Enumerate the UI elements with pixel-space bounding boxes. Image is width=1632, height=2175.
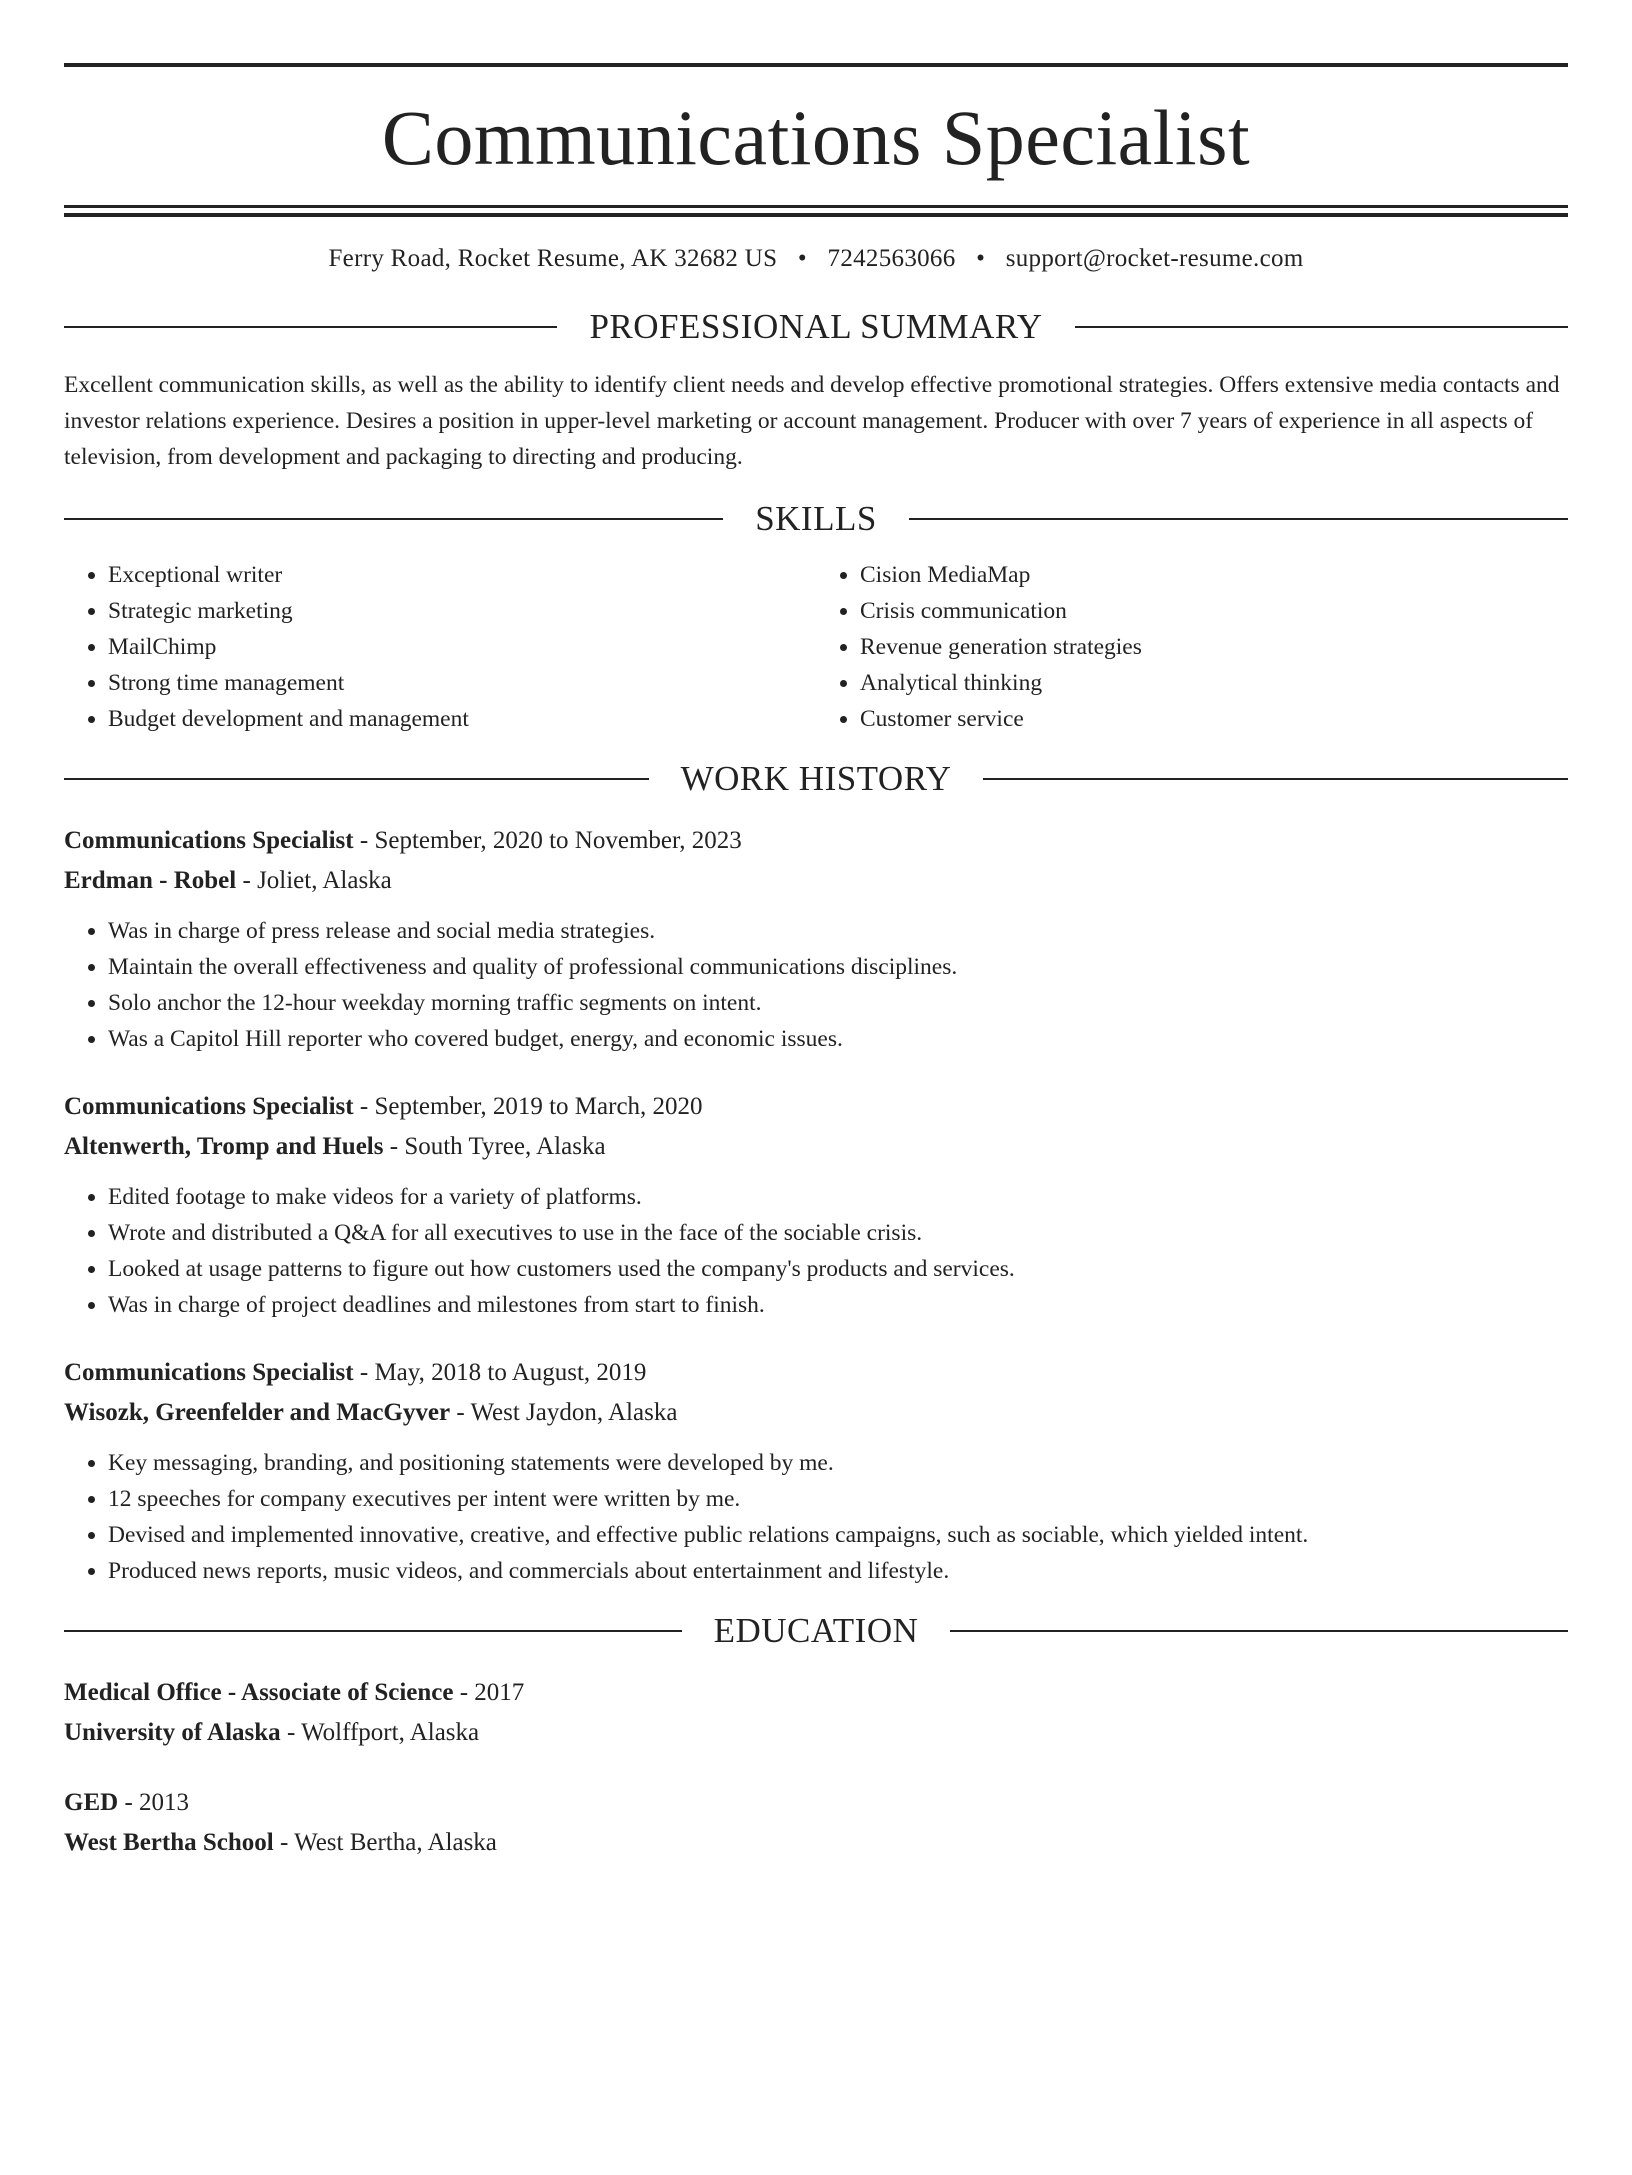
job-title-line: Communications Specialist - May, 2018 to August, 2019	[64, 1359, 647, 1386]
edu-degree-line: GED - 2013	[64, 1789, 190, 1816]
title-double-rule	[64, 205, 1568, 217]
edu-location: West Bertha, Alaska	[294, 1829, 497, 1856]
edu-degree: Medical Office - Associate of Science	[64, 1679, 454, 1706]
contact-line	[64, 245, 1568, 273]
skill-item: • MailChimp	[108, 629, 816, 665]
summary-heading-title: PROFESSIONAL SUMMARY	[589, 307, 1043, 346]
job-location: South Tyree, Alaska	[404, 1133, 606, 1160]
work-heading	[64, 759, 1568, 799]
job-title: Communications Specialist	[64, 827, 354, 854]
job-bullets	[64, 1445, 1568, 1589]
heading-rule-right	[909, 518, 1568, 520]
job-bullet: • Produced news reports, music videos, and commercials about entertainment and lifestyle.	[108, 1553, 1568, 1589]
work-entry	[64, 1353, 1568, 1589]
job-bullet: • Edited footage to make videos for a variety of platforms.	[108, 1179, 1568, 1215]
job-bullets	[64, 913, 1568, 1057]
job-bullet: • Was in charge of press release and social media strategies.	[108, 913, 1568, 949]
job-company: Wisozk, Greenfelder and MacGyver	[64, 1399, 451, 1426]
job-company-line: Wisozk, Greenfelder and MacGyver - West Jaydon, Alaska	[64, 1399, 678, 1426]
contact-address: Ferry Road, Rocket Resume, AK 32682 US	[328, 245, 778, 272]
resume-title: Communications Specialist	[381, 94, 1251, 181]
job-bullet: • Was a Capitol Hill reporter who covered budget, energy, and economic issues.	[108, 1021, 1568, 1057]
edu-year: 2017	[474, 1679, 525, 1706]
education-entry	[64, 1783, 1568, 1863]
heading-rule-right	[1075, 326, 1568, 328]
job-dates: September, 2019 to March, 2020	[374, 1093, 703, 1120]
skill-item: • Analytical thinking	[860, 665, 1568, 701]
contact-email: support@rocket-resume.com	[1005, 245, 1304, 272]
job-company: Altenwerth, Tromp and Huels	[64, 1133, 384, 1160]
job-bullet: • 12 speeches for company executives per intent were written by me.	[108, 1481, 1568, 1517]
job-bullet: • Was in charge of project deadlines and milestones from start to finish.	[108, 1287, 1568, 1323]
edu-year: 2013	[139, 1789, 190, 1816]
education-heading	[64, 1611, 1568, 1651]
skills-heading	[64, 499, 1568, 539]
skill-item: • Exceptional writer	[108, 557, 816, 593]
skill-item: • Budget development and management	[108, 701, 816, 737]
job-bullet: • Key messaging, branding, and positioning statements were developed by me.	[108, 1445, 1568, 1481]
work-entry	[64, 1087, 1568, 1323]
job-title: Communications Specialist	[64, 1359, 354, 1386]
skill-item: • Strong time management	[108, 665, 816, 701]
summary-heading	[64, 307, 1568, 347]
job-bullet: • Solo anchor the 12-hour weekday morning traffic segments on intent.	[108, 985, 1568, 1021]
skills-list	[64, 557, 1568, 737]
edu-school-line: West Bertha School - West Bertha, Alaska	[64, 1829, 497, 1856]
heading-rule-left	[64, 518, 723, 520]
job-dates: May, 2018 to August, 2019	[374, 1359, 647, 1386]
heading-rule-left	[64, 778, 649, 780]
skills-column-left	[64, 557, 816, 737]
job-title-line: Communications Specialist - September, 2020 to November, 2023	[64, 827, 742, 854]
skill-item: • Customer service	[860, 701, 1568, 737]
job-company: Erdman - Robel	[64, 867, 237, 894]
edu-school: West Bertha School	[64, 1829, 274, 1856]
heading-rule-right	[950, 1630, 1568, 1632]
work-entry	[64, 821, 1568, 1057]
heading-rule-left	[64, 326, 557, 328]
heading-rule-right	[983, 778, 1568, 780]
contact-phone: 7242563066	[827, 245, 956, 272]
work-heading-title: WORK HISTORY	[680, 759, 952, 798]
job-dates: September, 2020 to November, 2023	[374, 827, 742, 854]
job-company-line: Erdman - Robel - Joliet, Alaska	[64, 867, 392, 894]
job-title: Communications Specialist	[64, 1093, 354, 1120]
contact-separator: •	[797, 245, 807, 272]
skill-item: • Revenue generation strategies	[860, 629, 1568, 665]
contact-separator: •	[976, 245, 986, 272]
job-bullets	[64, 1179, 1568, 1323]
skill-item: • Cision MediaMap	[860, 557, 1568, 593]
job-title-line: Communications Specialist - September, 2019 to March, 2020	[64, 1093, 703, 1120]
summary-text: Excellent communication skills, as well as the ability to identify client needs and develop effective promotional strategies. Offers extensive media contacts and investor relations experience. Desires a position in upper-level marketing or account management. Producer with over 7 years of experience in all aspects of television, from development and packaging to directing and producing.	[64, 372, 1560, 470]
edu-school-line: University of Alaska - Wolffport, Alaska	[64, 1719, 480, 1746]
skill-item: • Crisis communication	[860, 593, 1568, 629]
job-company-line: Altenwerth, Tromp and Huels - South Tyree, Alaska	[64, 1133, 606, 1160]
education-heading-title: EDUCATION	[713, 1611, 919, 1650]
job-bullet: • Looked at usage patterns to figure out how customers used the company's products and services.	[108, 1251, 1568, 1287]
job-location: West Jaydon, Alaska	[470, 1399, 678, 1426]
top-rule	[64, 63, 1568, 67]
edu-degree-line: Medical Office - Associate of Science - 2017	[64, 1679, 525, 1706]
skills-column-right	[816, 557, 1568, 737]
resume-page	[0, 63, 1632, 2175]
education-entry	[64, 1673, 1568, 1753]
job-bullet: • Devised and implemented innovative, creative, and effective public relations campaigns, such as sociable, which yielded intent.	[108, 1517, 1568, 1553]
heading-rule-left	[64, 1630, 682, 1632]
edu-school: University of Alaska	[64, 1719, 281, 1746]
job-location: Joliet, Alaska	[257, 867, 392, 894]
skills-heading-title: SKILLS	[755, 499, 877, 538]
skill-item: • Strategic marketing	[108, 593, 816, 629]
job-bullet: • Wrote and distributed a Q&A for all executives to use in the face of the sociable crisis.	[108, 1215, 1568, 1251]
job-bullet: • Maintain the overall effectiveness and quality of professional communications disciplines.	[108, 949, 1568, 985]
edu-degree: GED	[64, 1789, 119, 1816]
edu-location: Wolffport, Alaska	[301, 1719, 480, 1746]
